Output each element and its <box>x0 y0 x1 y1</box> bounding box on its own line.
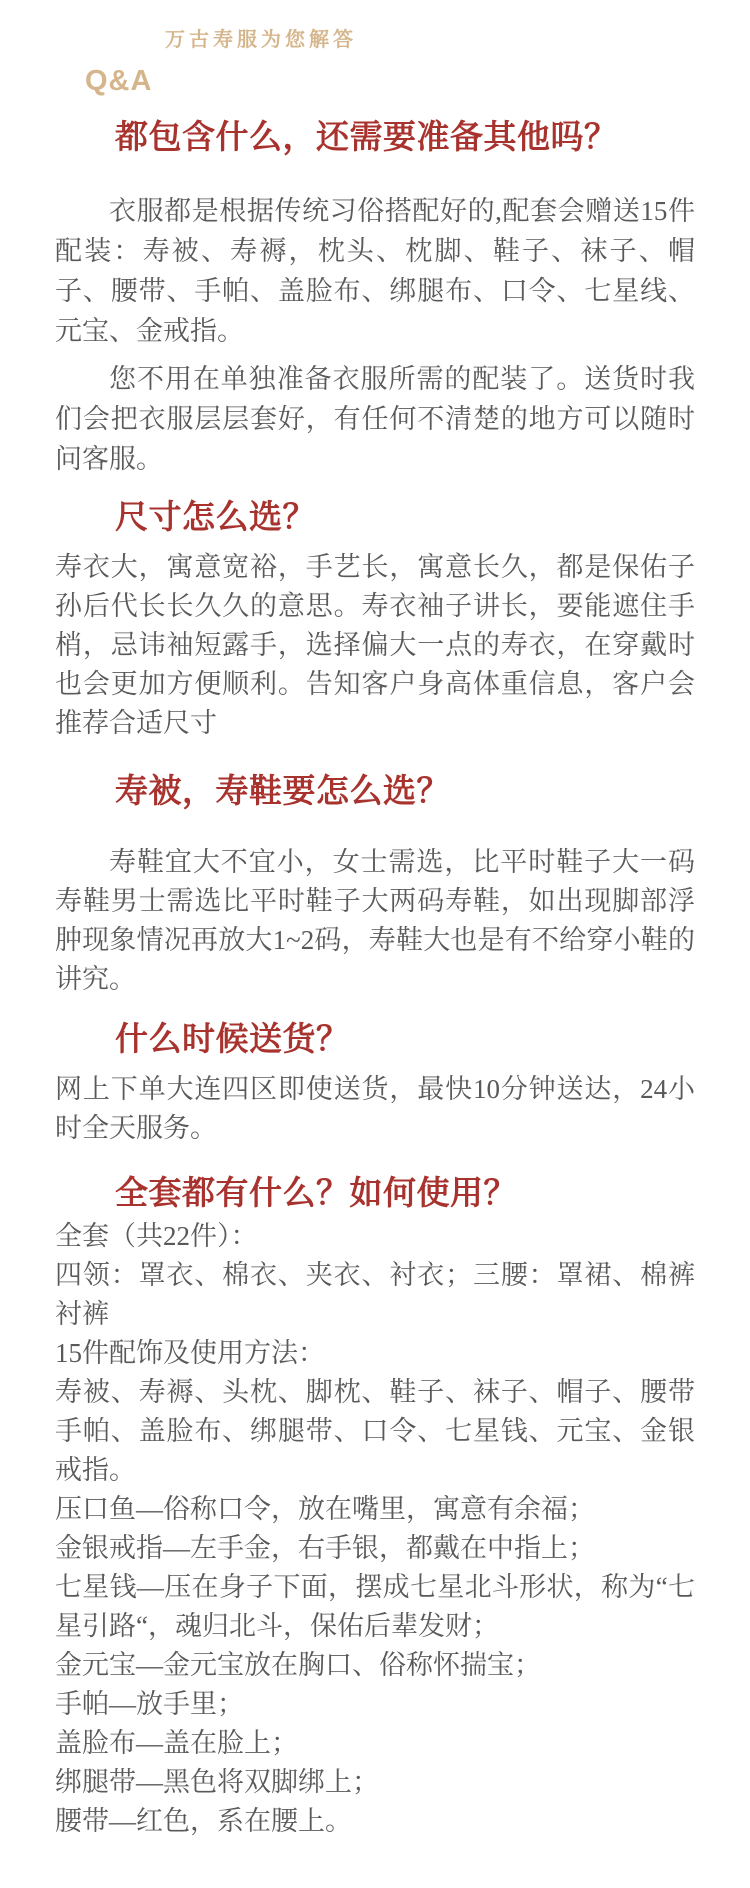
paragraph: 网上下单大连四区即使送货，最快10分钟送达，24小时全天服务。 <box>55 1074 695 1143</box>
list-line: 压口鱼—俗称口令，放在嘴里，寓意有余福； <box>55 1494 595 1524</box>
section-quilt-shoes <box>55 772 695 999</box>
section-heading: 什么时候送货？ <box>115 1022 350 1058</box>
section-heading: 都包含什么，还需要准备其他吗？ <box>115 120 618 156</box>
list-line: 盖脸布—盖在脸上； <box>55 1728 298 1758</box>
section-heading: 寿被，寿鞋要怎么选？ <box>115 774 450 810</box>
paragraph: 寿衣大，寓意宽裕，手艺长，寓意长久，都是保佑子孙后代长长久久的意思。寿衣袖子讲长，要能遮住手梢，忌讳袖短露手，选择偏大一点的寿衣，在穿戴时也会更加方便顺利。告知客户身高体重信息，客户会推荐合适尺寸 <box>55 552 695 738</box>
list-line: 七星钱—压在身子下面，摆成七星北斗形状，称为“七星引路“，魂归北斗，保佑后辈发财； <box>55 1572 695 1641</box>
list-line: 15件配饰及使用方法： <box>55 1338 325 1368</box>
paragraph: 衣服都是根据传统习俗搭配好的,配套会赠送15件配装：寿被、寿褥，枕头、枕脚、鞋子、袜子、帽子、腰带、手帕、盖脸布、绑腿布、口令、七星线、元宝、金戒指。 <box>55 196 695 346</box>
section-size-choice <box>55 498 695 743</box>
list-line: 四领：罩衣、棉衣、夹衣、衬衣；三腰：罩裙、棉裤衬裤 <box>55 1260 695 1329</box>
list-line: 寿被、寿褥、头枕、脚枕、鞋子、袜子、帽子、腰带手帕、盖脸布、绑腿带、口令、七星钱、元宝、金银戒指。 <box>55 1377 695 1485</box>
list-line: 金银戒指—左手金，右手银，都戴在中指上； <box>55 1533 595 1563</box>
section-delivery-time <box>55 1020 695 1148</box>
section-full-set-usage <box>55 1174 695 1841</box>
page-title: 万古寿服为您解答 <box>165 29 357 51</box>
paragraph: 您不用在单独准备衣服所需的配装了。送货时我们会把衣服层层套好，有任何不清楚的地方可以随时问客服。 <box>55 364 695 474</box>
list-line: 手帕—放手里； <box>55 1689 244 1719</box>
section-heading: 尺寸怎么选？ <box>115 500 316 536</box>
qa-label: Q&A <box>85 65 153 97</box>
section-what-included <box>55 118 695 479</box>
section-heading: 全套都有什么？如何使用？ <box>115 1176 517 1212</box>
list-line: 腰带—红色，系在腰上。 <box>55 1806 352 1836</box>
page <box>0 23 750 1888</box>
paragraph: 寿鞋宜大不宜小，女士需选，比平时鞋子大一码寿鞋男士需选比平时鞋子大两码寿鞋，如出现脚部浮肿现象情况再放大1~2码，寿鞋大也是有不给穿小鞋的讲究。 <box>55 847 695 994</box>
full-set-list <box>55 1217 695 1841</box>
list-line: 绑腿带—黑色将双脚绑上； <box>55 1767 379 1797</box>
list-line: 金元宝—金元宝放在胸口、俗称怀揣宝； <box>55 1650 541 1680</box>
list-line: 全套（共22件）： <box>55 1221 258 1251</box>
